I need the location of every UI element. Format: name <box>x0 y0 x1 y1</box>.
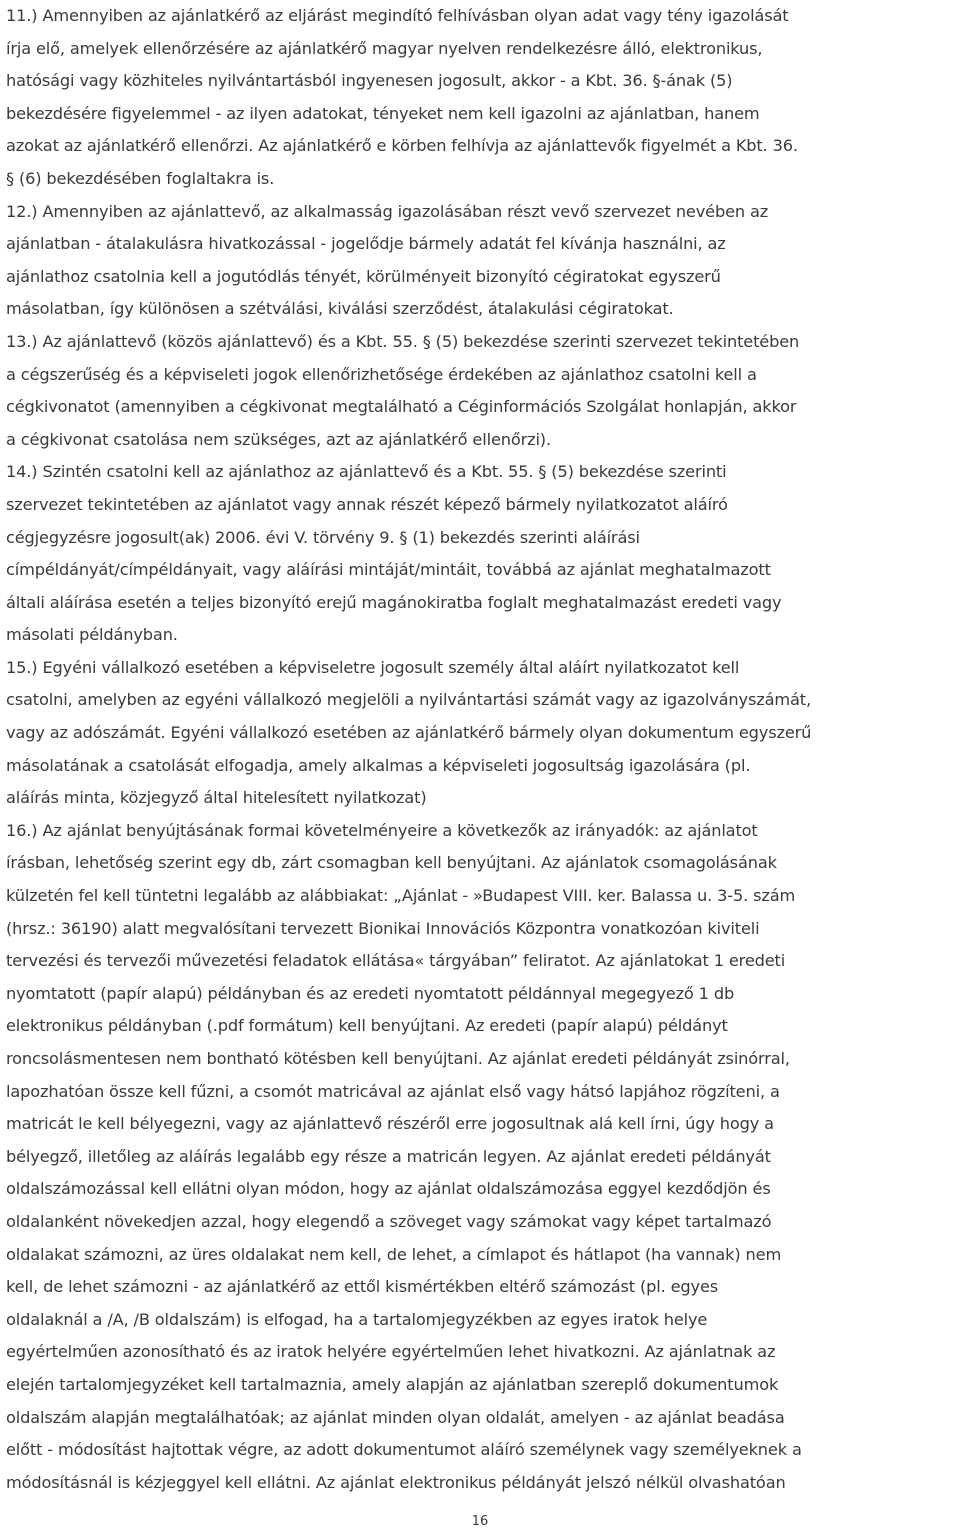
text-line: bekezdésére figyelemmel - az ilyen adatokat, tényeket nem kell igazolni az ajánlatban, hanem <box>6 103 760 123</box>
text-line: szervezet tekintetében az ajánlatot vagy annak részét képező bármely nyilatkozatot aláíró <box>6 494 728 514</box>
document-body <box>6 0 956 1499</box>
text-line: tervezési és tervezői művezetési feladatok ellátása« tárgyában” feliratot. Az ajánlatokat 1 eredeti <box>6 951 786 971</box>
text-line: másolatának a csatolását elfogadja, amely alkalmas a képviseleti jogosultság igazolására (pl. <box>6 755 751 775</box>
text-line: a cégkivonat csatolása nem szükséges, azt az ajánlatkérő ellenőrzi). <box>6 429 551 449</box>
text-line: vagy az adószámát. Egyéni vállalkozó esetében az ajánlatkérő bármely olyan dokumentum egyszerű <box>6 723 812 743</box>
text-line: oldalszámozással kell ellátni olyan módon, hogy az ajánlat oldalszámozása eggyel kezdődjön és <box>6 1179 771 1199</box>
paragraph <box>6 326 956 456</box>
paragraph <box>6 196 956 326</box>
text-line: 13.) Az ajánlattevő (közös ajánlattevő) és a Kbt. 55. § (5) bekezdése szerinti szervezet tekintetében <box>6 331 800 351</box>
text-line: hatósági vagy közhiteles nyilvántartásból ingyenesen jogosult, akkor - a Kbt. 36. §-ának (5) <box>6 71 733 91</box>
text-line: elején tartalomjegyzéket kell tartalmaznia, amely alapján az ajánlatban szereplő dokumentumok <box>6 1374 779 1394</box>
text-line: címpéldányát/címpéldányait, vagy aláírási mintáját/mintáit, továbbá az ajánlat meghatalmazott <box>6 560 771 580</box>
text-line: írásban, lehetőség szerint egy db, zárt csomagban kell benyújtani. Az ajánlatok csomagolásának <box>6 853 777 873</box>
paragraph <box>6 0 956 196</box>
text-line: 11.) Amennyiben az ajánlatkérő az eljárást megindító felhívásban olyan adat vagy tény igazolását <box>6 6 789 25</box>
text-line: írja elő, amelyek ellenőrzésére az ajánlatkérő magyar nyelven rendelkezésre álló, elektronikus, <box>6 38 763 58</box>
paragraph <box>6 456 956 652</box>
text-line: aláírás minta, közjegyző által hitelesített nyilatkozat) <box>6 788 427 808</box>
text-line: csatolni, amelyben az egyéni vállalkozó megjelöli a nyilvántartási számát vagy az igazolványszámát, <box>6 690 811 710</box>
paragraph <box>6 815 956 1499</box>
page-number: 16 <box>471 1514 489 1529</box>
text-line: általi aláírása esetén a teljes bizonyító erejű magánokiratba foglalt meghatalmazást eredeti vagy <box>6 592 782 612</box>
text-line: módosításnál is kézjeggyel kell ellátni. Az ajánlat elektronikus példányát jelszó nélkül olvashatóan <box>6 1472 786 1492</box>
text-line: elektronikus példányban (.pdf formátum) kell benyújtani. Az eredeti (papír alapú) példányt <box>6 1016 728 1036</box>
text-line: oldalaknál a /A, /B oldalszám) is elfogad, ha a tartalomjegyzékben az egyes iratok helye <box>6 1309 708 1329</box>
text-line: 14.) Szintén csatolni kell az ajánlathoz az ajánlattevő és a Kbt. 55. § (5) bekezdése szerinti <box>6 462 727 482</box>
text-line: a cégszerűség és a képviseleti jogok ellenőrizhetősége érdekében az ajánlathoz csatolni kell a <box>6 364 757 384</box>
text-line: ajánlatban - átalakulásra hivatkozással - jogelődje bármely adatát fel kívánja használni, az <box>6 234 726 254</box>
text-line: ajánlathoz csatolnia kell a jogutódlás tényét, körülményeit bizonyító cégiratokat egyszerű <box>6 266 721 286</box>
text-line: másolati példányban. <box>6 625 178 645</box>
paragraph <box>6 652 956 815</box>
text-line: előtt - módosítást hajtottak végre, az adott dokumentumot aláíró személynek vagy személyeknek a <box>6 1440 802 1460</box>
text-line: oldalszám alapján megtalálhatóak; az ajánlat minden olyan oldalát, amelyen - az ajánlat beadása <box>6 1407 785 1427</box>
text-line: (hrsz.: 36190) alatt megvalósítani tervezett Bionikai Innovációs Központra vonatkozóan kiviteli <box>6 918 760 938</box>
text-line: cégkivonatot (amennyiben a cégkivonat megtalálható a Céginformációs Szolgálat honlapján, akkor <box>6 397 797 417</box>
text-line: 16.) Az ajánlat benyújtásának formai követelményeire a következők az irányadók: az ajánlatot <box>6 820 758 840</box>
text-line: oldalanként növekedjen azzal, hogy elegendő a szöveget vagy számokat vagy képet tartalmazó <box>6 1211 772 1231</box>
text-line: matricát le kell bélyegezni, vagy az ajánlattevő részéről erre jogosultnak alá kell írni, úgy hogy a <box>6 1114 774 1134</box>
text-line: azokat az ajánlatkérő ellenőrzi. Az ajánlatkérő e körben felhívja az ajánlattevők figyelmét a Kbt. 36. <box>6 136 798 156</box>
text-line: roncsolásmentesen nem bontható kötésben kell benyújtani. Az ajánlat eredeti példányát zsinórral, <box>6 1049 790 1068</box>
text-line: bélyegző, illetőleg az aláírás legalább egy része a matricán legyen. Az ajánlat eredeti példányát <box>6 1146 771 1166</box>
text-line: 12.) Amennyiben az ajánlattevő, az alkalmasság igazolásában részt vevő szervezet nevében az <box>6 201 769 221</box>
text-line: 15.) Egyéni vállalkozó esetében a képviseletre jogosult személy által aláírt nyilatkozatot kell <box>6 657 740 677</box>
text-line: egyértelműen azonosítható és az iratok helyére egyértelműen lehet hivatkozni. Az ajánlatnak az <box>6 1342 776 1362</box>
text-line: lapozhatóan össze kell fűzni, a csomót matricával az ajánlat első vagy hátsó lapjához rögzíteni, a <box>6 1081 780 1101</box>
text-line: másolatban, így különösen a szétválási, kiválási szerződést, átalakulási cégiratokat. <box>6 299 674 319</box>
text-line: külzetén fel kell tüntetni legalább az alábbiakat: „Ajánlat - »Budapest VIII. ker. Balassa u. 3-5. szám <box>6 886 796 906</box>
text-line: oldalakat számozni, az üres oldalakat nem kell, de lehet, a címlapot és hátlapot (ha vannak) nem <box>6 1244 782 1264</box>
text-line: kell, de lehet számozni - az ajánlatkérő az ettől kismértékben eltérő számozást (pl. egyes <box>6 1277 719 1297</box>
text-line: § (6) bekezdésében foglaltakra is. <box>6 168 275 188</box>
text-line: cégjegyzésre jogosult(ak) 2006. évi V. törvény 9. § (1) bekezdés szerinti aláírási <box>6 527 640 547</box>
text-line: nyomtatott (papír alapú) példányban és az eredeti nyomtatott példánnyal megegyező 1 db <box>6 983 735 1003</box>
